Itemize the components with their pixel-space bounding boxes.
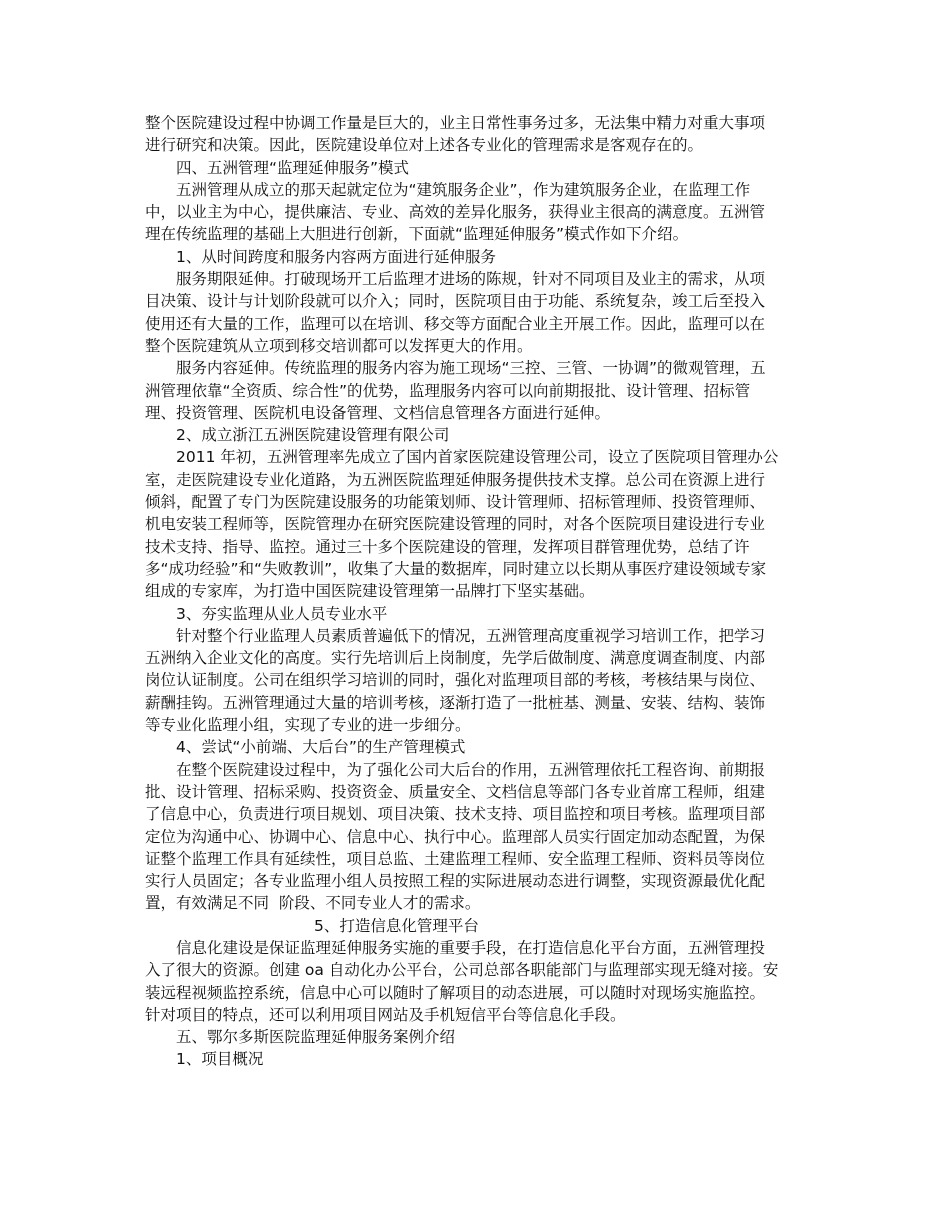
text-line: 在整个医院建设过程中，为了强化公司大后台的作用，五洲管理依托工程咨询、前期报 xyxy=(176,760,766,779)
text-line: 定位为沟通中心、协调中心、信息中心、执行中心。监理部人员实行固定加动态配置，为保 xyxy=(145,827,766,846)
text-line: 入了很大的资源。创建 oa 自动化办公平台，公司总部各职能部门与监理部实现无缝对接。安 xyxy=(145,961,779,980)
text-line: 中，以业主为中心，提供廉洁、专业、高效的差异化服务，获得业主很高的满意度。五洲管 xyxy=(145,203,766,222)
text-line: 置，有效满足不同 阶段、不同专业人才的需求。 xyxy=(145,894,481,913)
text-line: 整个医院建设过程中协调工作量是巨大的，业主日常性事务过多，无法集中精力对重大事项 xyxy=(145,114,766,132)
text-line: 等专业化监理小组，实现了专业的进一步细分。 xyxy=(145,716,471,735)
text-line: 装远程视频监控系统，信息中心可以随时了解项目的动态进展，可以随时对现场实施监控。 xyxy=(145,983,766,1002)
text-line: 使用还有大量的工作，监理可以在培训、移交等方面配合业主开展工作。因此，监理可以在 xyxy=(145,314,766,333)
text-line: 五洲管理从成立的那天起就定位为“建筑服务企业”，作为建筑服务企业，在监理工作 xyxy=(176,180,751,199)
text-line: 五、鄂尔多斯医院监理延伸服务案例介绍 xyxy=(176,1028,456,1047)
text-line: 4、尝试“小前端、大后台”的生产管理模式 xyxy=(176,738,466,757)
text-line: 批、设计管理、招标采购、投资资金、质量安全、文档信息等部门各专业首席工程师，组建 xyxy=(145,782,766,801)
text-line: 岗位认证制度。公司在组织学习培训的同时，强化对监理项目部的考核，考核结果与岗位、 xyxy=(145,671,766,690)
text-line: 目决策、设计与计划阶段就可以介入；同时，医院项目由于功能、系统复杂，竣工后至投入 xyxy=(145,292,766,311)
text-line: 技术支持、指导、监控。通过三十多个医院建设的管理，发挥项目群管理优势，总结了许 xyxy=(145,537,750,556)
text-line: 理在传统监理的基础上大胆进行创新，下面就“监理延伸服务”模式作如下介绍。 xyxy=(145,225,689,244)
text-line: 五洲纳入企业文化的高度。实行先培训后上岗制度，先学后做制度、满意度调查制度、内部 xyxy=(145,649,766,668)
text-line: 薪酬挂钩。五洲管理通过大量的培训考核，逐渐打造了一批桩基、测量、安装、结构、装饰 xyxy=(145,693,766,712)
text-line: 组成的专家库，为打造中国医院建设管理第一品牌打下坚实基础。 xyxy=(145,582,595,601)
document-body xyxy=(145,112,810,1071)
text-line: 理、投资管理、医院机电设备管理、文档信息管理各方面进行延伸。 xyxy=(145,403,611,422)
text-line: 室，走医院建设专业化道路，为五洲医院监理延伸服务提供技术支撑。总公司在资源上进行 xyxy=(145,470,766,489)
text-line: 3、夯实监理从业人员专业水平 xyxy=(176,604,388,623)
text-line: 2011 年初，五洲管理率先成立了国内首家医院建设管理公司，设立了医院项目管理办公 xyxy=(176,448,779,467)
text-line: 洲管理依靠“全资质、综合性”的优势，监理服务内容可以向前期报批、设计管理、招标管 xyxy=(145,381,751,400)
text-line: 1、从时间跨度和服务内容两方面进行延伸服务 xyxy=(176,247,496,266)
text-line: 进行研究和决策。因此，医院建设单位对上述各专业化的管理需求是客观存在的。 xyxy=(145,136,704,155)
text-line: 四、五洲管理“监理延伸服务”模式 xyxy=(176,158,410,177)
text-line: 5、打造信息化管理平台 xyxy=(314,916,479,935)
text-line: 服务内容延伸。传统监理的服务内容为施工现场“三控、三管、一协调”的微观管理，五 xyxy=(176,359,766,378)
text-line: 针对整个行业监理人员素质普遍低下的情况，五洲管理高度重视学习培训工作，把学习 xyxy=(176,626,766,645)
text-line: 实行人员固定；各专业监理小组人员按照工程的实际进展动态进行调整，实现资源最优化配 xyxy=(145,872,766,891)
text-line: 机电安装工程师等，医院管理办在研究医院建设管理的同时，对各个医院项目建设进行专业 xyxy=(145,515,766,534)
text-line: 服务期限延伸。打破现场开工后监理才进场的陈规，针对不同项目及业主的需求，从项 xyxy=(176,270,766,289)
text-line: 针对项目的特点，还可以利用项目网站及手机短信平台等信息化手段。 xyxy=(145,1005,626,1024)
text-line: 1、项目概况 xyxy=(176,1050,264,1069)
text-line: 证整个监理工作具有延续性，项目总监、土建监理工程师、安全监理工程师、资料员等岗位 xyxy=(145,849,766,868)
text-line: 2、成立浙江五洲医院建设管理有限公司 xyxy=(176,426,450,445)
text-line: 信息化建设是保证监理延伸服务实施的重要手段，在打造信息化平台方面，五洲管理投 xyxy=(176,938,766,957)
text-line: 整个医院建筑从立项到移交培训都可以发挥更大的作用。 xyxy=(145,336,533,355)
text-line: 多“成功经验”和“失败教训”，收集了大量的数据库，同时建立以长期从事医疗建设领域专家 xyxy=(145,559,767,578)
text-line: 倾斜，配置了专门为医院建设服务的功能策划师、设计管理师、招标管理师、投资管理师、 xyxy=(145,493,766,512)
text-line: 了信息中心，负责进行项目规划、项目决策、技术支持、项目监控和项目考核。监理项目部 xyxy=(145,805,766,824)
